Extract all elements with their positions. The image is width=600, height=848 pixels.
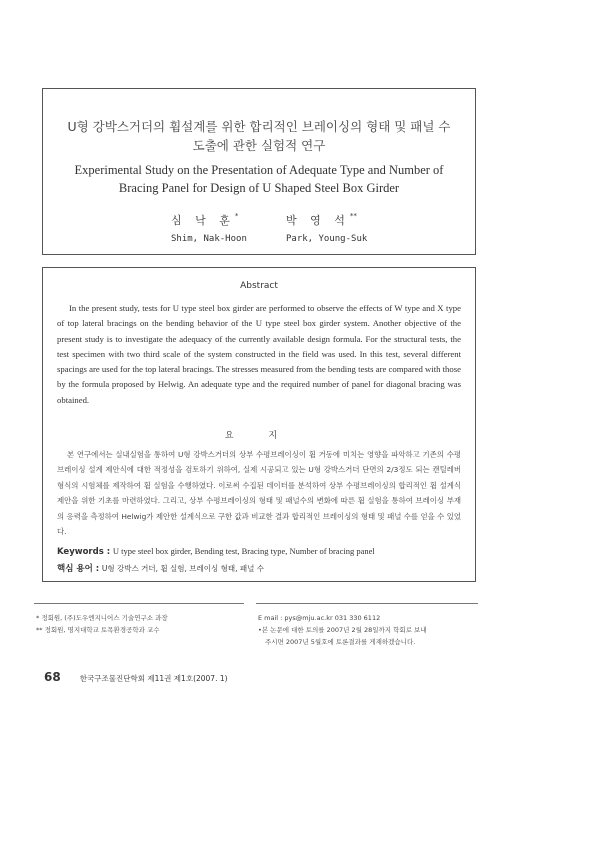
korean-keywords-label: 핵심 용어 : — [57, 564, 100, 574]
author-1 — [171, 212, 247, 244]
journal-citation: 한국구조물진단학회 제11권 제1호(2007. 1) — [79, 674, 228, 683]
abstract-box — [42, 267, 476, 582]
footnotes-left — [36, 612, 168, 636]
footnote-discussion-2: 주시면 2007년 5월호에 토론결과를 게재하겠습니다. — [265, 638, 416, 646]
footnote-rule-right — [256, 603, 478, 604]
footnote-author-1: * 정회원, (주)도우엔지니어스 기술연구소 과장 — [36, 614, 168, 622]
footnote-rule-left — [34, 603, 244, 604]
footnote-author-2: ** 정회원, 명지대학교 토목환경공학과 교수 — [36, 626, 160, 634]
korean-keywords-line — [57, 562, 461, 574]
korean-keywords-value: U형 강박스 거더, 휨 실험, 브레이싱 형태, 패널 수 — [101, 564, 264, 573]
korean-title — [43, 117, 475, 155]
keywords-label: Keywords : — [57, 547, 111, 557]
keywords-line — [57, 546, 461, 557]
english-title-line-1: Experimental Study on the Presentation of Adequate Type and Number of — [74, 163, 444, 177]
page-number: 68 — [44, 670, 61, 684]
summary-text: 본 연구에서는 실내실험을 통하여 U형 강박스거더의 상부 수평브레이싱이 휨 거동에 미치는 영향을 파악하고 기존의 수평브레이싱 설계 제안식에 대한 적정성을 검토하기 위하여, 실제 시공되고 있는 U형 강박스거더 단면의 2/3정도 되는 캔틸레버 형식의 시험체를 제작하여 휨 실험을 수행하였다. 이로써 수집된 데이터를 분석하여 상부 수평브레이싱의 합리적인 휨 설계식 제안을 위한 기초를 마련하였다. 그리고, 상부 수평브레이싱의 형태 및 패널수의 변화에 따른 휨 실험을 통하여 브레이싱 부재의 응력을 측정하여 Helwig가 제안한 설계식으로 구한 값과 비교한 결과 합리적인 브레이싱의 형태 및 패널 수를 얻을 수 있었다. — [57, 450, 461, 537]
english-title — [43, 161, 475, 197]
author-1-korean-name: 심 낙 훈* — [171, 212, 239, 227]
footnotes-right — [258, 612, 478, 648]
abstract-heading: Abstract — [240, 281, 278, 291]
author-2-korean-name: 박 영 석** — [286, 212, 357, 227]
footnote-discussion-1: •본 논문에 대한 토의를 2007년 2월 28일까지 학회로 보내 — [258, 626, 427, 634]
english-title-line-2: Bracing Panel for Design of U Shaped Steel Box Girder — [118, 181, 400, 195]
korean-title-line-1: U형 강박스거더의 휨설계를 위한 합리적인 브레이싱의 형태 및 패널 수 — [67, 119, 451, 134]
summary-heading: 요 지 — [224, 431, 294, 441]
title-box — [42, 88, 476, 255]
page-footer — [44, 666, 228, 685]
author-2 — [286, 212, 367, 244]
footnote-email: E mail : pys@mju.ac.kr 031 330 6112 — [258, 614, 381, 622]
keywords-value: U type steel box girder, Bending test, Bracing type, Number of bracing panel — [112, 546, 375, 556]
author-2-english-name: Park, Young-Suk — [286, 234, 368, 244]
korean-title-line-2: 도출에 관한 실험적 연구 — [192, 138, 326, 153]
abstract-text: In the present study, tests for U type steel box girder are performed to observe the effects of W type and X type of top lateral bracings on the bending behavior of the U type steel box girder system. Another objective of the present study is to investigate the adequacy of the currently available design formula. For the structural tests, the test specimen with two third scale of the system constructed in the field was used. In this test, several different spacings are used for the top lateral bracings. The stresses measured from the bending tests are compared with those by the formula proposed by Helwig. An adequate type and the required number of panel for diagonal bracing was obtained. — [57, 303, 461, 405]
author-1-english-name: Shim, Nak-Hoon — [171, 234, 247, 244]
